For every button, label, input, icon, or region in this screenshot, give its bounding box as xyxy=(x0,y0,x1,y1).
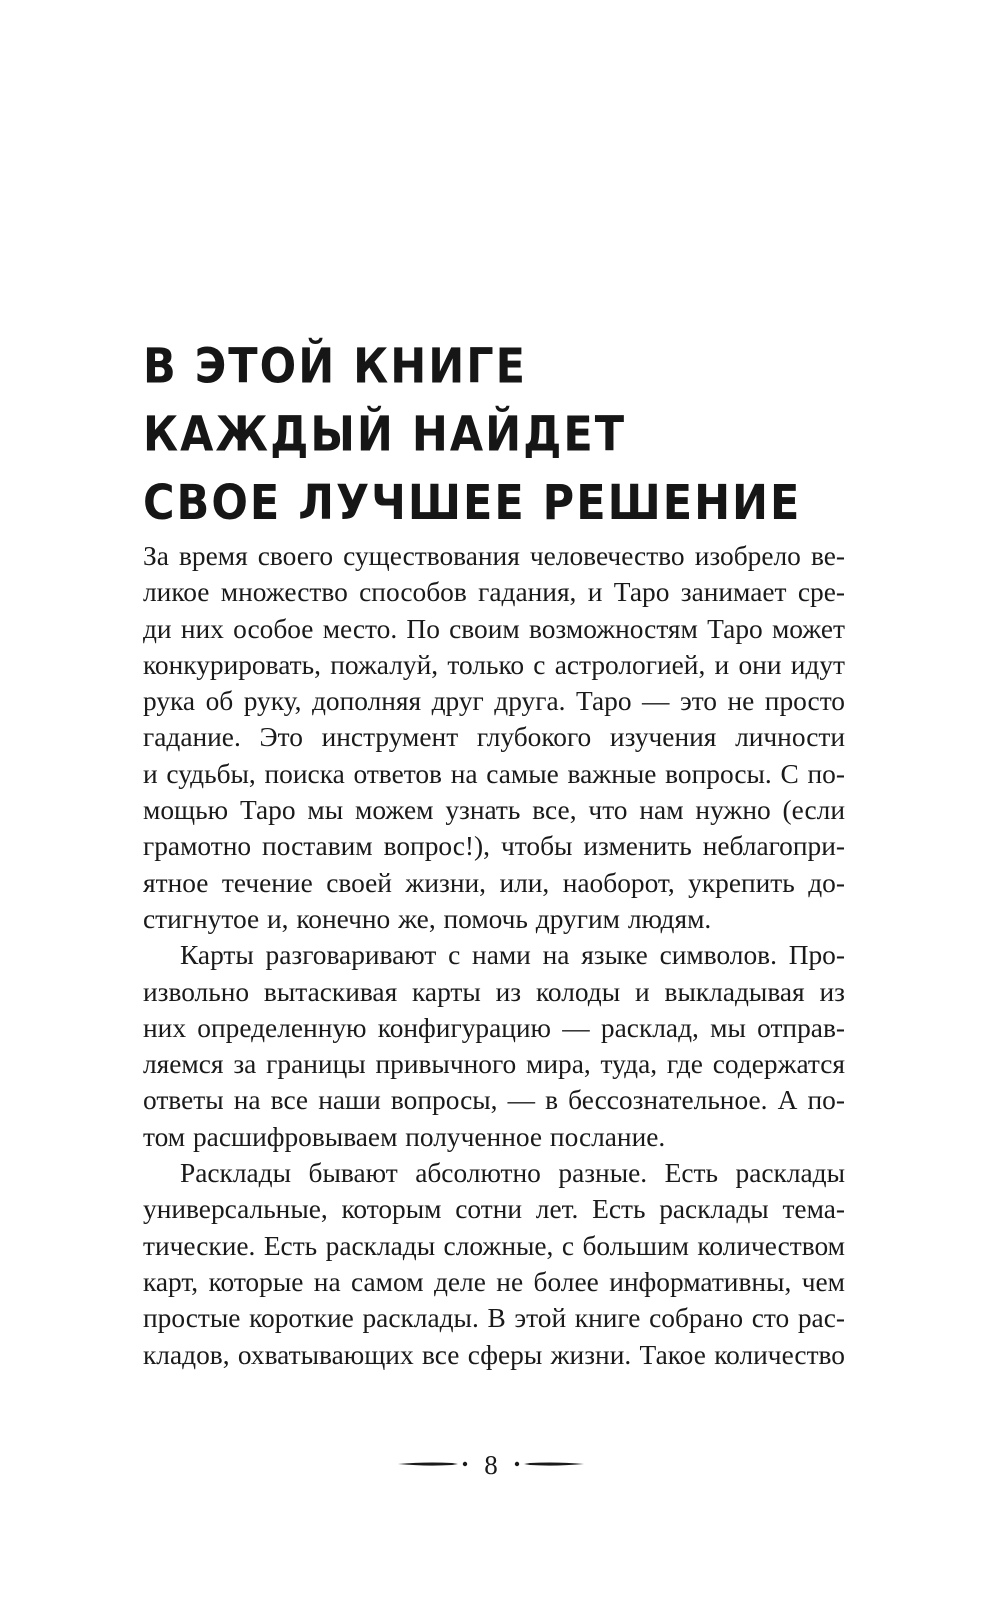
text-line: ди них особое место. По своим возможностям Таро может xyxy=(143,613,845,644)
text-line: ликое множество способов гадания, и Таро занимает сре- xyxy=(143,577,845,608)
text-line: мощью Таро мы можем узнать все, что нам нужно (если xyxy=(143,795,845,826)
paragraph-3 xyxy=(143,1155,845,1373)
body-text xyxy=(143,538,845,1373)
chapter-heading xyxy=(143,333,863,538)
text-line: грамотно поставим вопрос!), чтобы изменить неблагопри- xyxy=(143,831,845,862)
heading-line: КАЖДЫЙ НАЙДЕТ xyxy=(143,406,627,463)
text-line: извольно вытаскивая карты из колоды и выкладывая из xyxy=(143,976,845,1007)
text-line: ятное течение своей жизни, или, наоборот, укрепить до- xyxy=(143,867,845,898)
text-line: них определенную конфигурацию — расклад, мы отправ- xyxy=(143,1012,845,1043)
text-line: ответы на все наши вопросы, — в бессознательное. А по- xyxy=(143,1085,845,1116)
heading-line: СВОЕ ЛУЧШЕЕ РЕШЕНИЕ xyxy=(143,475,802,532)
text-line: ляемся за границы привычного мира, туда, где содержатся xyxy=(143,1049,845,1080)
text-line: и судьбы, поиска ответов на самые важные вопросы. С по- xyxy=(143,758,845,789)
text-line: карт, которые на самом деле не более информативны, чем xyxy=(143,1266,845,1297)
text-line: конкурировать, пожалуй, только с астрологией, и они идут xyxy=(143,649,845,680)
text-line: простые короткие расклады. В этой книге собрано сто рас- xyxy=(143,1303,845,1334)
heading-line: В ЭТОЙ КНИГЕ xyxy=(143,338,528,395)
text-line: тические. Есть расклады сложные, с большим количеством xyxy=(143,1230,845,1261)
text-line: гадание. Это инструмент глубокого изучения личности xyxy=(143,722,845,753)
text-line: универсальные, которым сотни лет. Есть расклады тема- xyxy=(143,1194,845,1225)
text-line: Карты разговаривают с нами на языке символов. Про- xyxy=(180,940,845,971)
paragraph-2 xyxy=(143,937,845,1155)
text-line: кладов, охватывающих все сферы жизни. Такое количество xyxy=(143,1339,845,1370)
paragraph-1 xyxy=(143,538,845,937)
page-footer xyxy=(396,1445,586,1485)
text-line: том расшифровываем полученное послание. xyxy=(143,1121,666,1152)
text-line: стигнутое и, конечно же, помочь другим людям. xyxy=(143,903,712,934)
text-line: За время своего существования человечество изобрело ве- xyxy=(143,541,845,571)
page-number: 8 xyxy=(484,1450,498,1480)
text-line: рука об руку, дополняя друг друга. Таро — это не просто xyxy=(143,686,845,717)
text-line: Расклады бывают абсолютно разные. Есть расклады xyxy=(180,1158,845,1189)
